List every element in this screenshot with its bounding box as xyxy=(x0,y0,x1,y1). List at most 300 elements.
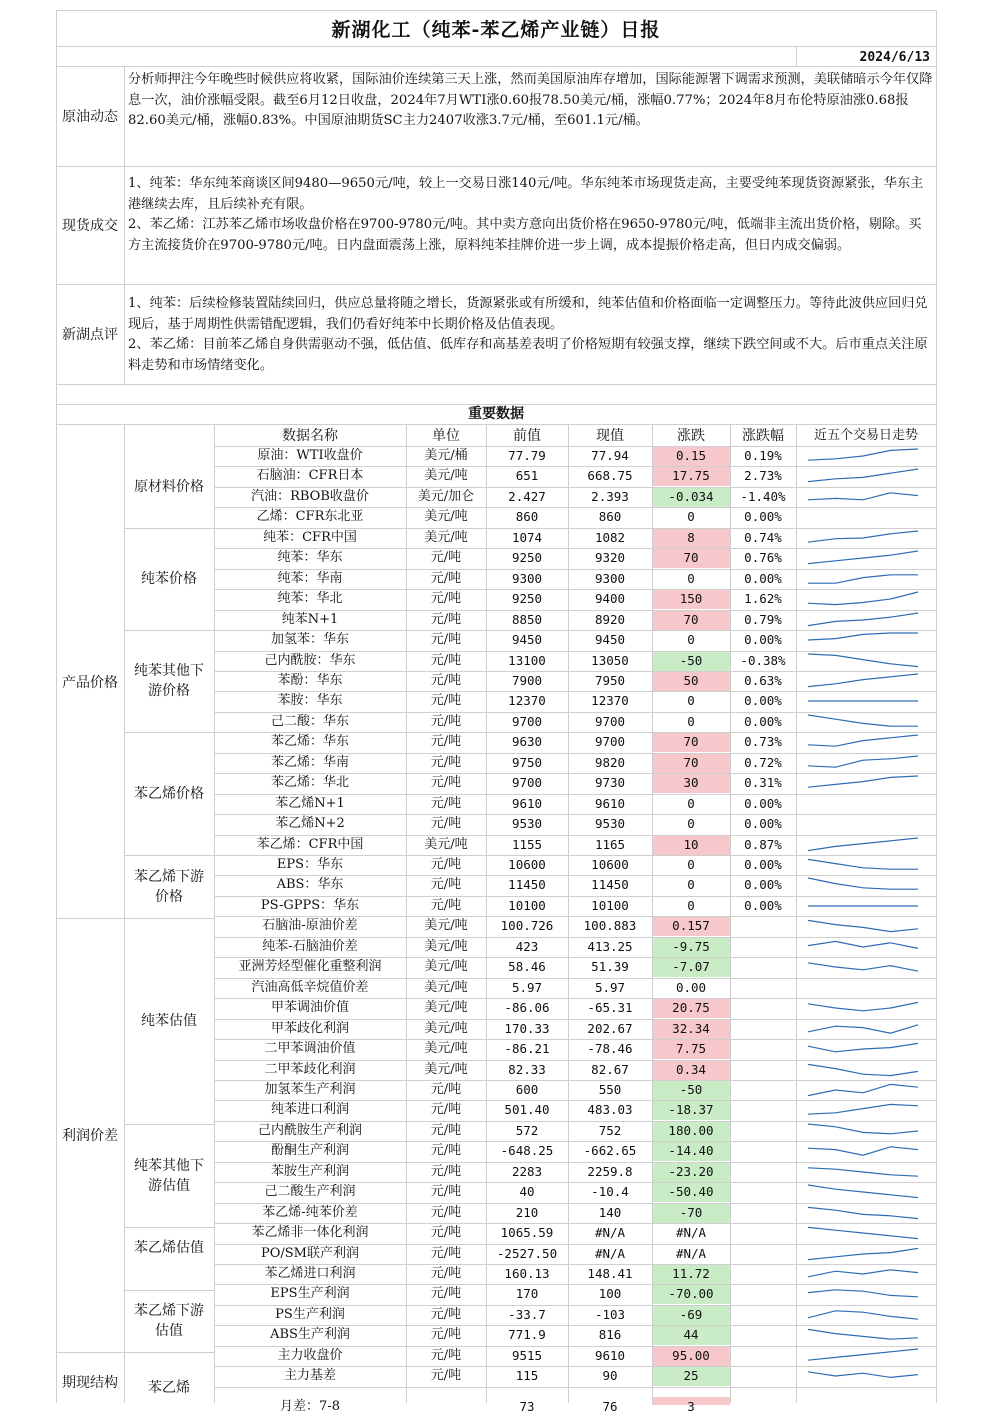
cell-name: 苯乙烯：华东 xyxy=(270,734,349,749)
cell-prev: 860 xyxy=(515,509,539,524)
cell-unit: 元/吨 xyxy=(430,1266,462,1281)
cell-prev: 10100 xyxy=(508,898,546,913)
header-change: 涨跌 xyxy=(677,428,705,444)
grid-row-line xyxy=(214,1019,936,1020)
cell-pct: 0.79% xyxy=(744,612,782,627)
cell-change: 32.34 xyxy=(652,1019,730,1039)
grid-row-line xyxy=(214,978,936,979)
grid-row-line xyxy=(214,896,936,897)
cell-prev: 9750 xyxy=(511,755,543,770)
trend-line xyxy=(808,551,918,564)
group-styrene-price: 苯乙烯价格 xyxy=(134,785,204,802)
grid-hline xyxy=(56,66,936,67)
header-trend: 近五个交易日走势 xyxy=(813,428,918,443)
cell-curr: 9700 xyxy=(594,714,626,729)
cell-unit: 元/吨 xyxy=(430,714,462,729)
cell-unit: 元/吨 xyxy=(430,632,462,647)
group-styrene-downstream-valuation: 苯乙烯下游估值 xyxy=(134,1303,204,1339)
trend-sparkline xyxy=(806,917,924,935)
trend-line xyxy=(808,941,918,948)
cell-pct xyxy=(730,1366,796,1386)
cell-prev: 600 xyxy=(515,1082,539,1097)
trend-sparkline xyxy=(806,672,924,690)
cell-unit: 美元/吨 xyxy=(424,1041,468,1056)
cell-change: -18.37 xyxy=(652,1100,730,1120)
cell-change: 50 xyxy=(652,671,730,691)
cell-prev: 9250 xyxy=(511,591,543,606)
grid-hline xyxy=(56,404,936,405)
cell-change: 0 xyxy=(687,796,695,811)
grid-vline xyxy=(796,46,797,66)
cell-curr: 550 xyxy=(598,1082,622,1097)
cell-pct: 0.00% xyxy=(744,632,782,647)
cell-prev: 2283 xyxy=(511,1164,543,1179)
trend-line xyxy=(808,1104,918,1114)
cell-curr: 10100 xyxy=(591,898,629,913)
cell-unit: 元/吨 xyxy=(430,1307,462,1322)
grid-col-line xyxy=(652,424,653,1403)
cell-change: 95.00 xyxy=(652,1346,730,1366)
trend-line xyxy=(808,1025,918,1033)
cell-unit: 美元/吨 xyxy=(424,980,468,995)
trend-sparkline xyxy=(806,570,924,588)
trend-line xyxy=(808,592,918,605)
cell-curr: 9610 xyxy=(594,1348,626,1363)
trend-sparkline xyxy=(806,1101,924,1119)
grid-row-line xyxy=(214,589,936,590)
trend-line xyxy=(808,1084,918,1095)
cell-prev: 210 xyxy=(515,1205,539,1220)
cell-prev: 9700 xyxy=(511,714,543,729)
trend-sparkline xyxy=(806,1061,924,1079)
cell-change: 0.15 xyxy=(652,446,730,466)
trend-line xyxy=(808,878,918,889)
grid-row-line xyxy=(214,1039,936,1040)
section-label-comment: 新湖点评 xyxy=(62,327,118,343)
cell-pct xyxy=(730,998,796,1018)
cell-pct: 0.31% xyxy=(744,775,782,790)
cell-prev: 9630 xyxy=(511,734,543,749)
cell-prev: 1155 xyxy=(511,837,543,852)
cell-curr: 77.94 xyxy=(591,448,629,463)
cell-unit: 元/吨 xyxy=(430,1286,462,1301)
cell-pct: 0.74% xyxy=(744,530,782,545)
group-benzene-downstream: 纯苯其他下游价格 xyxy=(134,663,204,699)
crude-text: 分析师押注今年晚些时候供应将收紧，国际油价连续第三天上涨，然而美国原油库存增加，国际能源署下调需求预测，美联储暗示今年仅降息一次，油价涨幅受限。截至6月12日收盘，2024年7月WTI涨0.60报78.50美元/桶，涨幅0.77%；2024年8月布伦特原油涨0.68报82.60美元/桶，涨幅0.83%。中国原油期货SC主力2407收涨3.7元/桶，至601.1元/桶。 xyxy=(128,72,933,129)
cell-unit: 元/吨 xyxy=(430,775,462,790)
cell-prev: 572 xyxy=(515,1123,539,1138)
cell-pct xyxy=(730,1325,796,1345)
cell-pct xyxy=(730,1203,796,1223)
cell-prev: 115 xyxy=(515,1368,539,1383)
cell-prev: 58.46 xyxy=(508,959,546,974)
trend-sparkline xyxy=(806,1163,924,1181)
cell-pct: 0.76% xyxy=(744,550,782,565)
comment-line-2: 2、苯乙烯：目前苯乙烯自身供需驱动不强，低估值、低库存和高基差表明了价格短期有较强支撑，继续下跌空间或不大。后市重点关注原料走势和市场情绪变化。 xyxy=(128,337,928,373)
cell-unit: 美元/吨 xyxy=(424,939,468,954)
spot-line-2: 2、苯乙烯：江苏苯乙烯市场收盘价格在9700-9780元/吨。其中卖方意向出货价格在9650-9780元/吨，低端非主流出货价格，剔除。买方主流接货价在9700-9780元/吨。日内盘面震荡上涨，原料纯苯挂牌价进一步上调，成本提振价格走高，但日内成交偏弱。 xyxy=(128,217,922,253)
trend-sparkline xyxy=(806,774,924,792)
cell-change: 70 xyxy=(652,610,730,630)
cell-curr: 860 xyxy=(598,509,622,524)
cell-pct: 0.19% xyxy=(744,448,782,463)
cell-name: 石脑油：CFR日本 xyxy=(256,468,364,483)
trend-line xyxy=(808,613,918,626)
cell-name: 石脑油-原油价差 xyxy=(262,918,358,933)
cell-change: 25 xyxy=(652,1366,730,1386)
cell-curr: 9610 xyxy=(594,796,626,811)
grid-row-line xyxy=(214,569,936,570)
cell-unit: 元/吨 xyxy=(430,591,462,606)
section-label-crude: 原油动态 xyxy=(62,109,118,125)
cell-unit: 元/吨 xyxy=(430,1205,462,1220)
cell-change: -23.20 xyxy=(652,1162,730,1182)
cell-prev: 40 xyxy=(519,1184,535,1199)
trend-line xyxy=(808,1349,918,1360)
cell-pct: 0.87% xyxy=(744,837,782,852)
trend-line xyxy=(808,1248,918,1259)
cell-change: 150 xyxy=(652,589,730,609)
cell-unit: 元/吨 xyxy=(430,653,462,668)
cell-name: 二甲苯歧化利润 xyxy=(264,1062,356,1077)
grid-col-line xyxy=(730,424,731,1403)
cell-change: 0 xyxy=(687,693,695,708)
group-benzene-price: 纯苯价格 xyxy=(141,571,197,587)
cell-unit: 元/吨 xyxy=(430,1164,462,1179)
cell-name: PS-GPPS：华东 xyxy=(260,898,360,913)
header-name: 数据名称 xyxy=(282,428,338,444)
cell-name: 苯乙烯：华南 xyxy=(270,755,349,770)
cell-name: EPS：华东 xyxy=(276,857,344,872)
cell-curr: -662.65 xyxy=(583,1143,637,1158)
cell-change: 0 xyxy=(687,509,695,524)
cell-name: ABS：华东 xyxy=(276,877,344,892)
cell-curr: 1082 xyxy=(594,530,626,545)
row-extra-prev: 73 xyxy=(519,1399,535,1414)
cell-name: 苯乙烯：华北 xyxy=(270,775,349,790)
trend-line xyxy=(808,1185,918,1198)
cell-name: 苯乙烯N+1 xyxy=(275,796,345,811)
cell-unit: 元/吨 xyxy=(430,693,462,708)
cell-change: 0.34 xyxy=(652,1060,730,1080)
trend-line xyxy=(808,1207,918,1218)
grid-row-line xyxy=(214,957,936,958)
trend-line xyxy=(808,776,918,787)
cell-change: 0.00 xyxy=(675,980,707,995)
group-benzene-valuation: 纯苯估值 xyxy=(141,1013,197,1029)
cell-name: 纯苯：CFR中国 xyxy=(263,530,357,545)
header-pct: 涨跌幅 xyxy=(742,428,784,444)
cell-prev: 2.427 xyxy=(508,489,546,504)
cell-change: -0.034 xyxy=(652,487,730,507)
cell-pct xyxy=(730,1060,796,1080)
trend-sparkline xyxy=(806,1326,924,1344)
cell-change: 180.00 xyxy=(652,1121,730,1141)
grid-row-line xyxy=(214,1244,936,1245)
cell-name: 加氢苯：华东 xyxy=(270,632,349,647)
trend-line xyxy=(808,469,918,482)
grid-row-line xyxy=(214,712,936,713)
cell-prev: 651 xyxy=(515,468,539,483)
grid-row-line xyxy=(214,507,936,508)
cell-change: 17.75 xyxy=(652,466,730,486)
trend-sparkline xyxy=(806,1204,924,1222)
grid-row-line xyxy=(214,937,936,938)
grid-group-line xyxy=(124,630,214,631)
cell-unit: 元/吨 xyxy=(430,877,462,892)
cell-name: 纯苯：华东 xyxy=(277,550,343,565)
cell-change: 7.75 xyxy=(652,1039,730,1059)
cell-pct xyxy=(730,1244,796,1264)
trend-line xyxy=(808,838,918,851)
trend-line xyxy=(808,1270,918,1277)
cell-unit: 元/吨 xyxy=(430,550,462,565)
grid-cat-line xyxy=(56,918,124,919)
cell-curr: 100.883 xyxy=(583,918,637,933)
cell-curr: 9300 xyxy=(594,571,626,586)
cell-unit: 元/吨 xyxy=(430,796,462,811)
trend-sparkline xyxy=(806,488,924,506)
cell-change: -70.00 xyxy=(652,1284,730,1304)
trend-sparkline xyxy=(806,590,924,608)
cell-curr: -10.4 xyxy=(591,1184,629,1199)
grid-group-line xyxy=(124,918,214,919)
cell-name: 甲苯歧化利润 xyxy=(270,1021,349,1036)
grid-row-line xyxy=(214,487,936,488)
trend-line xyxy=(808,1002,918,1010)
cell-name: 纯苯N+1 xyxy=(281,612,339,627)
grid-col-line xyxy=(124,424,125,1403)
grid-hline xyxy=(56,46,936,47)
grid-row-line xyxy=(214,630,936,631)
trend-line xyxy=(808,963,918,971)
cell-unit: 元/吨 xyxy=(430,1082,462,1097)
cell-change: 10 xyxy=(652,835,730,855)
grid-row-line xyxy=(214,1264,936,1265)
trend-sparkline xyxy=(806,1183,924,1201)
cell-unit: 元/吨 xyxy=(430,1184,462,1199)
grid-group-line xyxy=(124,732,214,733)
cell-name: 乙烯：CFR东北亚 xyxy=(256,509,364,524)
grid-hline xyxy=(56,284,936,285)
grid-row-line xyxy=(214,671,936,672)
cell-name: 己二酸：华东 xyxy=(270,714,349,729)
cell-pct xyxy=(730,1141,796,1161)
cell-change: 70 xyxy=(652,548,730,568)
grid-row-line xyxy=(214,1141,936,1142)
grid-row-line xyxy=(214,1325,936,1326)
cell-curr: 12370 xyxy=(591,693,629,708)
comment-paragraph xyxy=(128,294,934,376)
trend-line xyxy=(808,859,918,869)
cell-change: -7.07 xyxy=(652,957,730,977)
cell-name: 苯胺：华东 xyxy=(277,693,343,708)
grid-col-line xyxy=(796,424,797,1403)
trend-line xyxy=(808,633,918,640)
grid-row-line xyxy=(214,1346,936,1347)
cell-curr: 483.03 xyxy=(587,1102,633,1117)
cell-change: 30 xyxy=(652,773,730,793)
grid-row-line xyxy=(214,916,936,917)
cell-pct xyxy=(730,957,796,977)
cell-curr: 90 xyxy=(602,1368,618,1383)
row-extra-curr: 76 xyxy=(602,1399,618,1414)
cell-curr: 140 xyxy=(598,1205,622,1220)
cell-change: 0 xyxy=(687,632,695,647)
grid-vline xyxy=(936,10,937,1403)
cell-pct xyxy=(730,1264,796,1284)
cell-curr: #N/A xyxy=(594,1246,626,1261)
grid-group-line xyxy=(124,1290,214,1291)
trend-sparkline xyxy=(806,1245,924,1263)
grid-row-line xyxy=(214,1080,936,1081)
cell-unit: 美元/吨 xyxy=(424,1062,468,1077)
cell-unit: 元/吨 xyxy=(430,1368,462,1383)
cell-curr: -78.46 xyxy=(587,1041,633,1056)
cell-prev: 170.33 xyxy=(504,1021,550,1036)
group-benzene-downstream-valuation: 纯苯其他下游估值 xyxy=(134,1157,204,1194)
cell-pct xyxy=(730,1284,796,1304)
grid-col-line xyxy=(406,424,407,1403)
cell-prev: -86.06 xyxy=(504,1000,550,1015)
grid-row-line xyxy=(214,1060,936,1061)
cell-curr: 100 xyxy=(598,1286,622,1301)
cell-curr: 82.67 xyxy=(591,1062,629,1077)
grid-col-line xyxy=(486,424,487,1403)
cell-name: 苯乙烯：CFR中国 xyxy=(256,837,364,852)
grid-row-line xyxy=(214,814,936,815)
cell-unit: 元/吨 xyxy=(430,612,462,627)
grid-row-line xyxy=(214,548,936,549)
grid-row-line xyxy=(214,691,936,692)
cell-curr: 202.67 xyxy=(587,1021,633,1036)
cell-change: 11.72 xyxy=(652,1264,730,1284)
cell-unit: 美元/吨 xyxy=(424,530,468,545)
grid-group-line xyxy=(124,1124,214,1125)
header-unit: 单位 xyxy=(432,428,460,444)
grid-hline xyxy=(56,166,936,167)
trend-line xyxy=(808,756,918,767)
cell-change: 20.75 xyxy=(652,998,730,1018)
cell-prev: 423 xyxy=(515,939,539,954)
cell-prev: 9610 xyxy=(511,796,543,811)
report-date: 2024/6/13 xyxy=(859,50,930,65)
trend-sparkline xyxy=(806,447,924,465)
cell-name: 纯苯：华北 xyxy=(277,591,343,606)
cell-pct xyxy=(730,1305,796,1325)
cell-unit: 元/吨 xyxy=(430,1246,462,1261)
trend-sparkline xyxy=(806,1306,924,1324)
cell-curr: 413.25 xyxy=(587,939,633,954)
cell-prev: -2527.50 xyxy=(496,1246,558,1261)
cell-name: 汽油：RBOB收盘价 xyxy=(251,489,369,504)
grid-row-line xyxy=(214,794,936,795)
trend-sparkline xyxy=(806,692,924,710)
row-extra-change: 3 xyxy=(652,1397,730,1405)
cell-name: 苯乙烯非一体化利润 xyxy=(251,1225,369,1240)
spot-paragraph xyxy=(128,174,934,256)
cell-prev: 1065.59 xyxy=(500,1225,554,1240)
cell-change: 70 xyxy=(652,753,730,773)
section-label-spot: 现货成交 xyxy=(62,218,118,234)
cell-name: 苯乙烯N+2 xyxy=(275,816,345,831)
comment-line-1: 1、纯苯：后续检修装置陆续回归，供应总量将随之增长，货源紧张或有所缓和，纯苯估值和价格面临一定调整压力。等待此波供应回归兑现后，基于周期性供需错配逻辑，我们仍看好纯苯中长期价格及估值表现。 xyxy=(128,296,928,332)
spot-line-1: 1、纯苯：华东纯苯商谈区间9480—9650元/吨，较上一交易日涨140元/吨。华东纯苯市场现货走高，主要受纯苯现货资源紧张，华东主港继续去库，且后续补充有限。 xyxy=(128,176,924,212)
cell-curr: 13050 xyxy=(591,653,629,668)
cell-prev: 1074 xyxy=(511,530,543,545)
cell-unit: 美元/加仑 xyxy=(417,489,475,504)
trend-sparkline xyxy=(806,897,924,915)
cell-change: 0 xyxy=(687,714,695,729)
cell-curr: 1165 xyxy=(594,837,626,852)
cell-name: 苯酚：华东 xyxy=(277,673,343,688)
grid-col-line xyxy=(214,424,215,1403)
trend-line xyxy=(808,1147,918,1155)
cell-curr: -103 xyxy=(594,1307,626,1322)
cell-curr: #N/A xyxy=(594,1225,626,1240)
cell-name: 主力基差 xyxy=(283,1368,336,1383)
cell-unit: 美元/吨 xyxy=(424,959,468,974)
cell-unit: 元/吨 xyxy=(430,1327,462,1342)
grid-row-line xyxy=(214,1100,936,1101)
cell-prev: 11450 xyxy=(508,877,546,892)
trend-sparkline xyxy=(806,1122,924,1140)
cell-pct xyxy=(730,978,796,998)
trend-sparkline xyxy=(806,733,924,751)
cell-unit: 元/吨 xyxy=(430,734,462,749)
category-profit-spread: 利润价差 xyxy=(62,1128,118,1144)
trend-line xyxy=(808,735,918,746)
cell-pct: 0.73% xyxy=(744,734,782,749)
grid-row-line xyxy=(214,1121,936,1122)
header-prev: 前值 xyxy=(513,428,541,444)
cell-curr: 9700 xyxy=(594,734,626,749)
cell-pct xyxy=(730,916,796,936)
cell-name: 纯苯：华南 xyxy=(277,571,343,586)
cell-unit: 美元/吨 xyxy=(424,509,468,524)
cell-change: 0 xyxy=(687,816,695,831)
cell-name: 己内酰胺：华东 xyxy=(264,653,356,668)
cell-name: PS生产利润 xyxy=(275,1307,345,1322)
grid-hline xyxy=(56,10,936,11)
cell-pct xyxy=(730,1121,796,1141)
cell-pct xyxy=(730,1346,796,1366)
cell-pct xyxy=(730,1162,796,1182)
grid-row-line xyxy=(214,466,936,467)
grid-row-line xyxy=(214,732,936,733)
cell-pct: 0.00% xyxy=(744,509,782,524)
trend-sparkline xyxy=(806,958,924,976)
trend-line xyxy=(808,1372,918,1378)
trend-line xyxy=(808,531,918,542)
cell-name: 纯苯-石脑油价差 xyxy=(262,939,358,954)
trend-sparkline xyxy=(806,611,924,629)
cell-change: -50.40 xyxy=(652,1182,730,1202)
row-extra-name: 月差：7-8 xyxy=(280,1399,340,1414)
cell-name: 苯胺生产利润 xyxy=(270,1164,349,1179)
cell-prev: -86.21 xyxy=(504,1041,550,1056)
grid-hline xyxy=(56,424,936,425)
cell-unit: 美元/吨 xyxy=(424,837,468,852)
grid-vline xyxy=(56,10,57,1403)
cell-pct: 0.00% xyxy=(744,857,782,872)
cell-name: 二甲苯调油价值 xyxy=(264,1041,356,1056)
cell-curr: 9730 xyxy=(594,775,626,790)
grid-group-line xyxy=(124,855,214,856)
cell-curr: 5.97 xyxy=(594,980,626,995)
cell-change: 0 xyxy=(687,877,695,892)
cell-prev: 100.726 xyxy=(500,918,554,933)
